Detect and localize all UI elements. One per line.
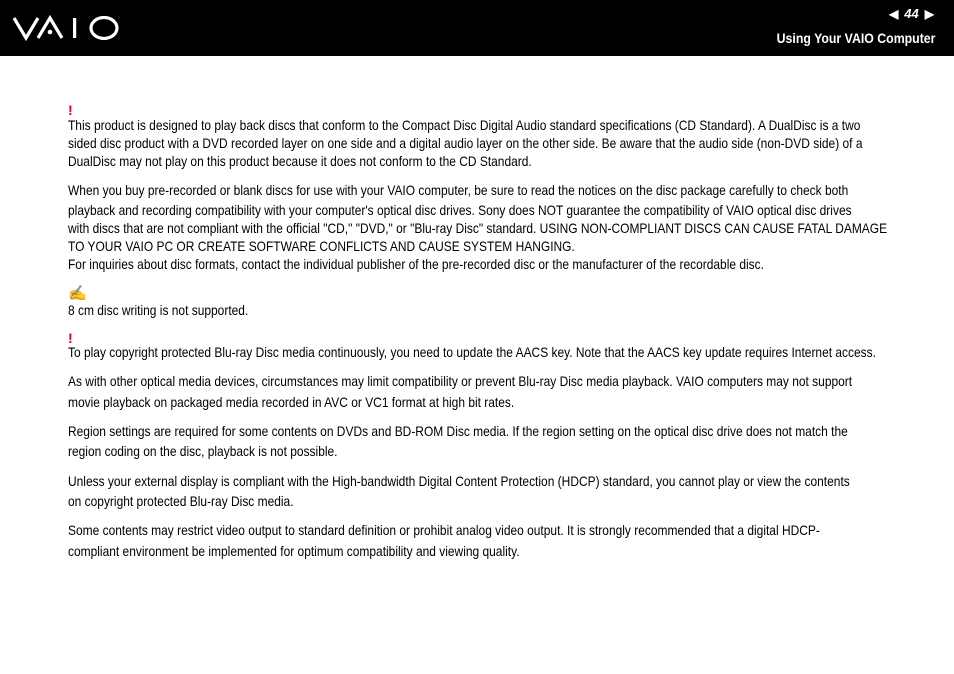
pen-note-icon: ✍	[68, 285, 87, 302]
exclamation-icon: !	[68, 102, 73, 118]
text-line: As with other optical media devices, circumstances may limit compatibility or prevent Blu-ray Disc media playback. VAIO computers may not support	[68, 373, 853, 389]
vaio-logo	[12, 14, 120, 42]
text-line: 8 cm disc writing is not supported.	[68, 302, 249, 318]
text-line: Unless your external display is compliant with the High-bandwidth Digital Content Protection (HDCP) standard, you cannot play or view the contents	[68, 473, 850, 489]
text-line: DualDisc may not play on this product because it does not conform to the CD Standard.	[68, 153, 532, 169]
text-line: TO YOUR VAIO PC OR CREATE SOFTWARE CONFLICTS AND CAUSE SYSTEM HANGING.	[68, 238, 575, 254]
previous-page-arrow-icon[interactable]: ◀	[889, 6, 899, 21]
text-line: For inquiries about disc formats, contact the individual publisher of the pre-recorded disc or the manufacturer of the recordable disc.	[68, 256, 764, 272]
text-line: compliant environment be implemented for optimum compatibility and viewing quality.	[68, 543, 520, 559]
page-number: 44	[904, 6, 919, 21]
text-line: playback and recording compatibility with your computer's optical disc drives. Sony does NOT guarantee the compatibility of VAIO optical disc drives	[68, 202, 852, 218]
text-line: on copyright protected Blu-ray Disc media.	[68, 493, 294, 509]
text-line: To play copyright protected Blu-ray Disc media continuously, you need to update the AACS key. Note that the AACS key update requires Internet access.	[68, 344, 876, 360]
text-line: region coding on the disc, playback is not possible.	[68, 443, 338, 459]
text-line: Some contents may restrict video output to standard definition or prohibit analog video output. It is strongly recommended that a digital HDCP-	[68, 522, 820, 538]
exclamation-icon: !	[68, 330, 73, 346]
text-line: This product is designed to play back discs that conform to the Compact Disc Digital Audio standard specifications (CD Standard). A DualDisc is a two	[68, 117, 861, 133]
page-nav	[889, 6, 934, 21]
page-header	[0, 0, 954, 56]
text-line: When you buy pre-recorded or blank discs for use with your VAIO computer, be sure to read the notices on the disc package carefully to check both	[68, 182, 849, 198]
section-title: Using Your VAIO Computer	[776, 30, 935, 46]
text-line: Region settings are required for some contents on DVDs and BD-ROM Disc media. If the region setting on the optical disc drive does not match the	[68, 423, 848, 439]
text-line: with discs that are not compliant with the official "CD," "DVD," or "Blu-ray Disc" standard. USING NON-COMPLIANT DISCS CAN CAUSE FATAL DAMAGE	[68, 220, 888, 236]
text-line: movie playback on packaged media recorded in AVC or VC1 format at high bit rates.	[68, 394, 515, 410]
next-page-arrow-icon[interactable]: ▶	[924, 6, 934, 21]
text-line: sided disc product with a DVD recorded layer on one side and a digital audio layer on the other side. Be aware that the audio side (non-DVD side) of a	[68, 135, 863, 151]
